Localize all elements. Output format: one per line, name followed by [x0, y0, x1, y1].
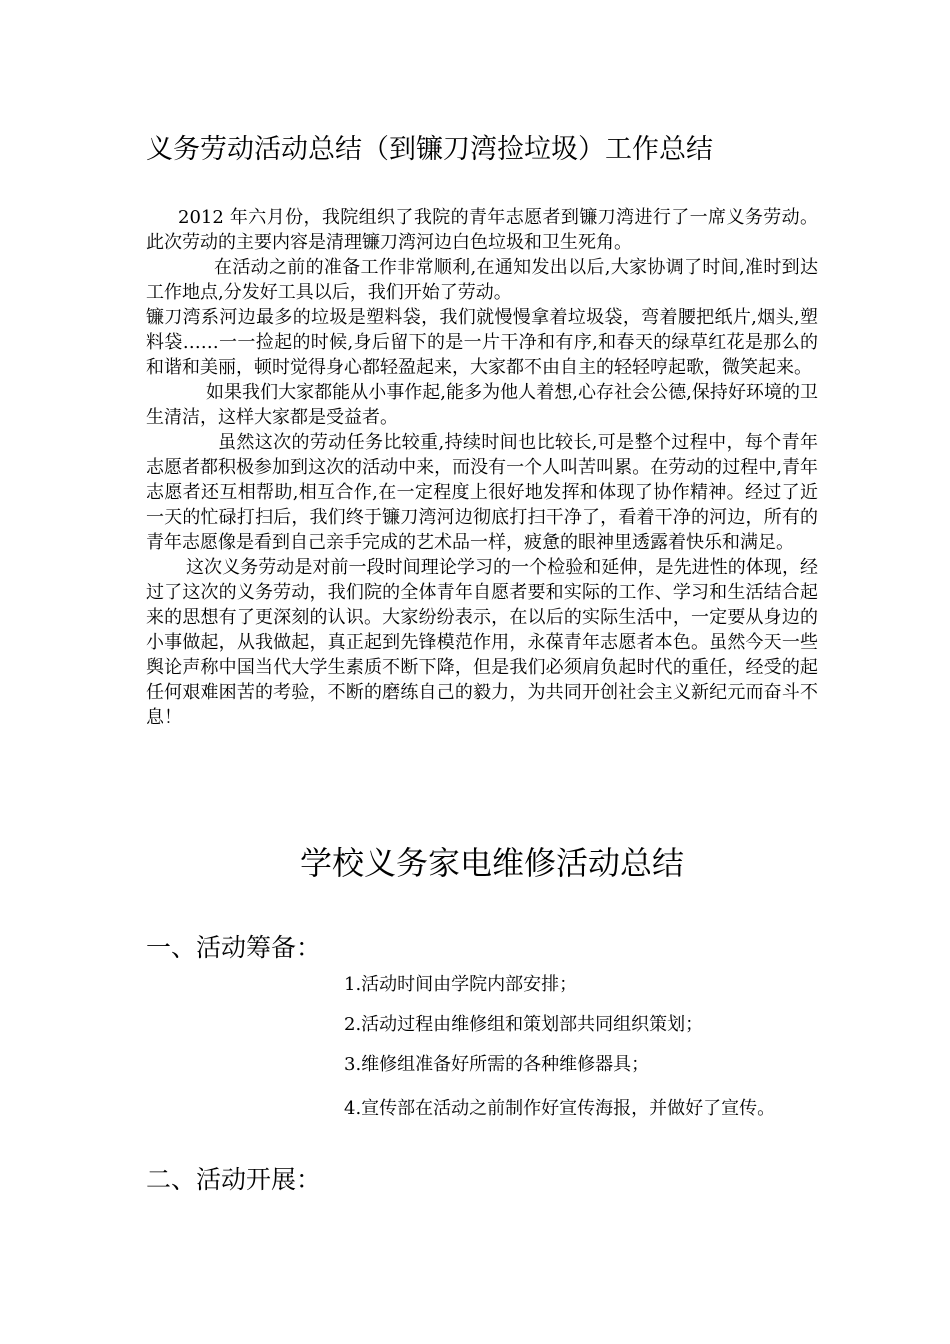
list-item: 1.活动时间由学院内部安排； — [344, 974, 578, 995]
section-heading-preparation: 一、活动筹备： — [146, 933, 322, 962]
list-item: 3.维修组准备好所需的各种维修器具； — [344, 1054, 650, 1075]
paragraph-5: 虽然这次的劳动任务比较重,持续时间也比较长,可是整个过程中，每个青年志愿者都积极参加到这次的活动中来，而没有一个人叫苦叫累。在劳动的过程中,青年志愿者还互相帮助,相互合作,在一定程度上很好地发挥和体现了协作精神。经过了近一天的忙碌打扫后，我们终于镰刀湾河边彻底打扫干净了，看着干净的河边，所有的青年志愿像是看到自己亲手完成的艺术品一样，疲惫的眼神里透露着快乐和满足。 — [146, 432, 818, 553]
list-item: 2.活动过程由维修组和策划部共同组织策划； — [344, 1014, 704, 1035]
list-item: 4.宣传部在活动之前制作好宣传海报，并做好了宣传。 — [344, 1098, 776, 1119]
preparation-list — [146, 972, 818, 1126]
paragraph-3: 镰刀湾系河边最多的垃圾是塑料袋，我们就慢慢拿着垃圾袋，弯着腰把纸片,烟头,塑料袋……一一捡起的时候,身后留下的是一片干净和有序,和春天的绿草红花是那么的和谐和美丽，顿时觉得身心都轻盈起来，大家都不由自主的轻轻哼起歌，微笑起来。 — [146, 307, 818, 378]
paragraph-6: 这次义务劳动是对前一段时间理论学习的一个检验和延伸，是先进性的体现，经过了这次的义务劳动，我们院的全体青年自愿者要和实际的工作、学习和生活结合起来的思想有了更深刻的认识。大家纷纷表示，在以后的实际生活中，一定要从身边的小事做起，从我做起，真正起到先锋模范作用，永葆青年志愿者本色。虽然今天一些舆论声称中国当代大学生素质不断下降，但是我们必须肩负起时代的重任，经受的起任何艰难困苦的考验，不断的磨练自己的毅力，为共同开创社会主义新纪元而奋斗不息！ — [146, 557, 818, 728]
paragraph-1: 2012 年六月份，我院组织了我院的青年志愿者到镰刀湾进行了一席义务劳动。此次劳动的主要内容是清理镰刀湾河边白色垃圾和卫生死角。 — [146, 207, 818, 253]
document-title: 义务劳动活动总结（到镰刀湾捡垃圾）工作总结 — [146, 134, 713, 165]
second-title: 学校义务家电维修活动总结 — [299, 844, 684, 882]
section-heading-activity: 二、活动开展： — [146, 1165, 322, 1194]
paragraph-4: 如果我们大家都能从小事作起,能多为他人着想,心存社会公德,保持好环境的卫生清洁，这样大家都是受益者。 — [146, 382, 818, 428]
body-text — [146, 205, 818, 730]
paragraph-2: 在活动之前的准备工作非常顺利,在通知发出以后,大家协调了时间,准时到达工作地点,分发好工具以后，我们开始了劳动。 — [146, 257, 818, 303]
